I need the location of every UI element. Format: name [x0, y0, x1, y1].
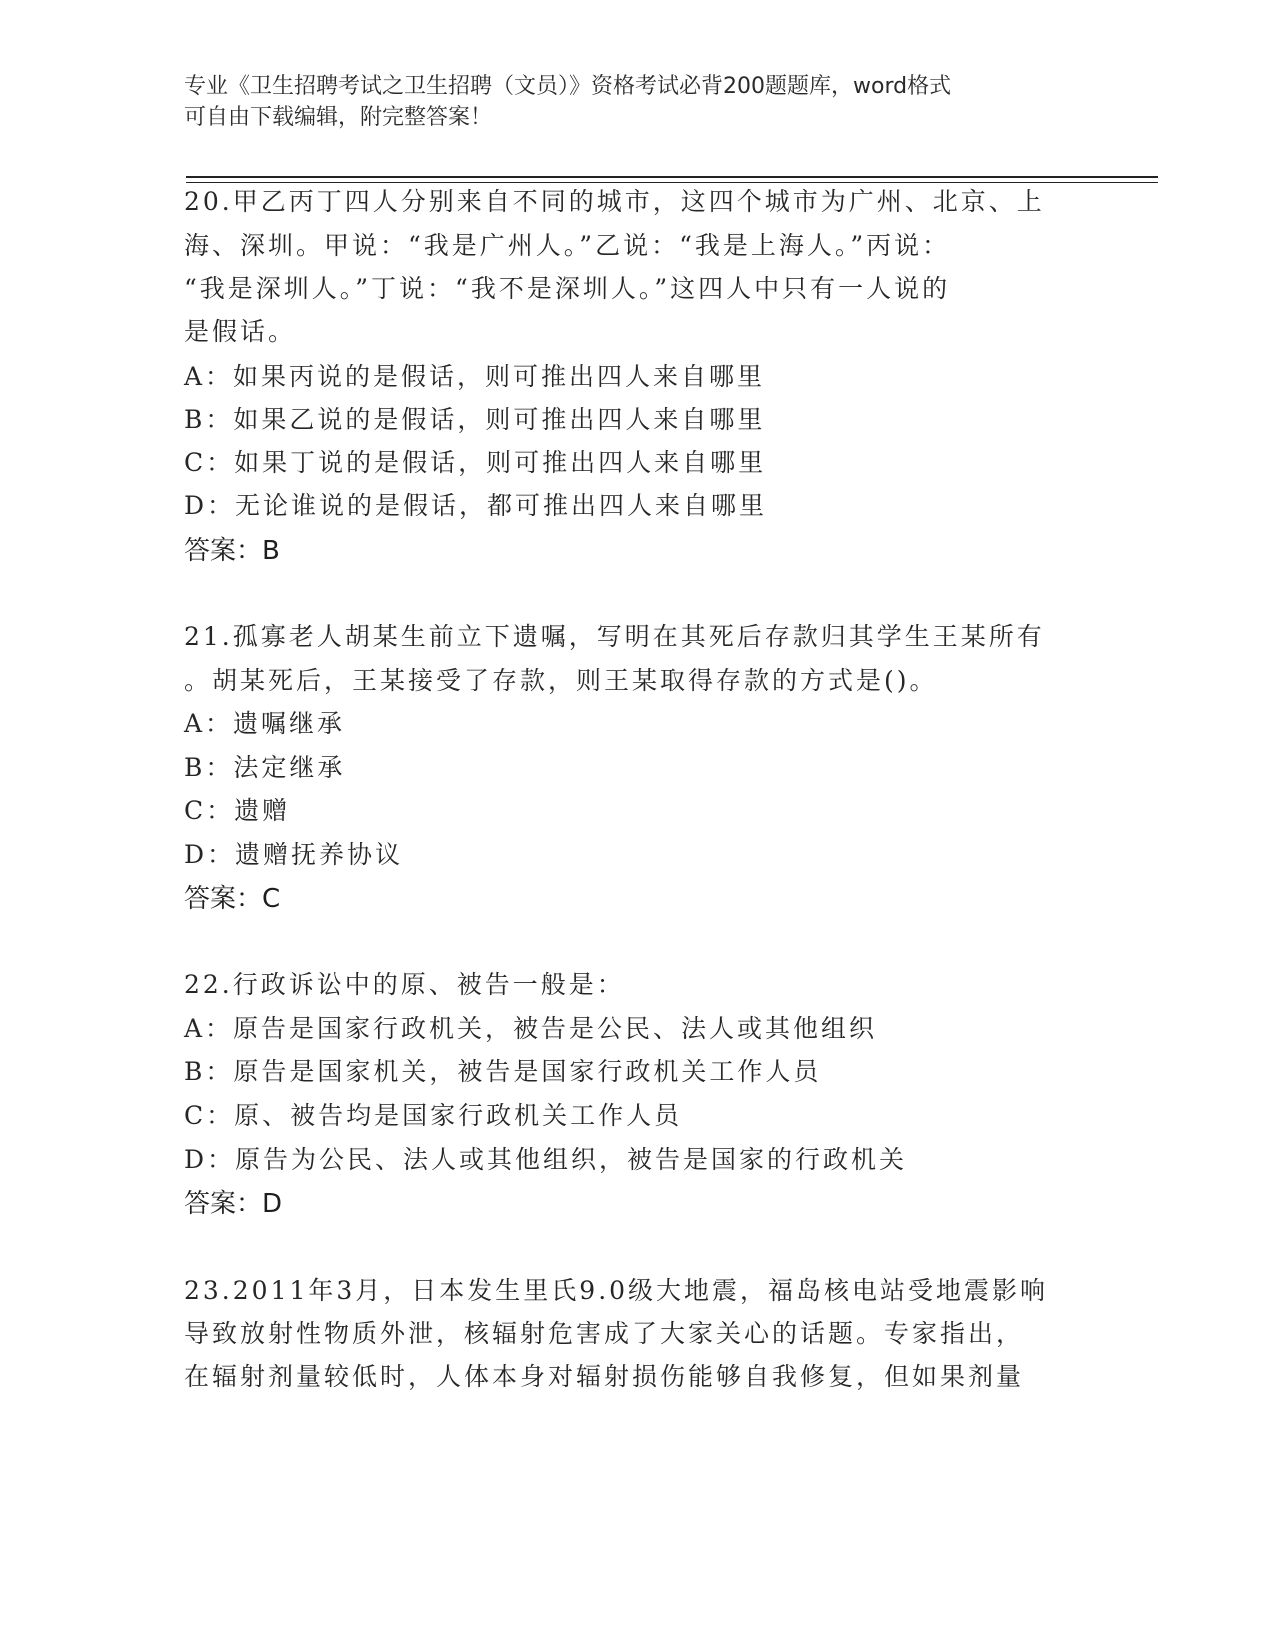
- question-20-text-line-4: 是假话。: [184, 317, 297, 346]
- question-21-option-c: C：遗赠: [184, 796, 291, 825]
- question-21-answer: 答案：C: [184, 884, 281, 914]
- question-22-text-line-1: 22.行政诉讼中的原、被告一般是：: [184, 970, 625, 999]
- question-23-text-line-1: 23.2011年3月，日本发生里氏9.0级大地震，福岛核电站受地震影响: [184, 1276, 1049, 1305]
- question-20-option-c: C：如果丁说的是假话，则可推出四人来自哪里: [184, 448, 767, 477]
- question-21-text-line-1: 21.孤寡老人胡某生前立下遗嘱，写明在其死后存款归其学生王某所有: [184, 622, 1045, 651]
- question-20-text-line-3: “我是深圳人。”丁说：“我不是深圳人。”这四人中只有一人说的: [184, 274, 951, 303]
- question-20-option-b: B：如果乙说的是假话，则可推出四人来自哪里: [184, 405, 766, 434]
- question-20-text-line-2: 海、深圳。甲说：“我是广州人。”乙说：“我是上海人。”丙说：: [184, 231, 951, 260]
- question-22-option-a: A：原告是国家行政机关，被告是公民、法人或其他组织: [184, 1014, 878, 1043]
- question-23-text-line-3: 在辐射剂量较低时，人体本身对辐射损伤能够自我修复，但如果剂量: [184, 1362, 1025, 1391]
- question-22-option-d: D：原告为公民、法人或其他组织，被告是国家的行政机关: [184, 1145, 908, 1174]
- question-20-option-d: D：无论谁说的是假话，都可推出四人来自哪里: [184, 491, 768, 520]
- question-21-option-a: A：遗嘱继承: [184, 709, 346, 738]
- question-21-option-b: B：法定继承: [184, 753, 346, 782]
- question-22-option-b: B：原告是国家机关，被告是国家行政机关工作人员: [184, 1057, 822, 1086]
- question-20-text-line-1: 20.甲乙丙丁四人分别来自不同的城市，这四个城市为广州、北京、上: [184, 187, 1045, 216]
- question-22-option-c: C：原、被告均是国家行政机关工作人员: [184, 1101, 683, 1130]
- header-rule-thin: [186, 182, 1158, 183]
- document-header-line-1: 专业《卫生招聘考试之卫生招聘（文员）》资格考试必背200题题库，word格式: [184, 74, 952, 99]
- question-20-answer: 答案：B: [184, 536, 280, 566]
- question-20-option-a: A：如果丙说的是假话，则可推出四人来自哪里: [184, 362, 766, 391]
- question-23-text-line-2: 导致放射性物质外泄，核辐射危害成了大家关心的话题。专家指出，: [184, 1319, 1025, 1348]
- question-21-option-d: D：遗赠抚养协议: [184, 840, 404, 869]
- document-header-line-2: 可自由下载编辑，附完整答案！: [184, 105, 493, 130]
- header-rule-thick: [186, 176, 1158, 178]
- question-22-answer: 答案：D: [184, 1189, 283, 1219]
- question-21-text-line-2: 。胡某死后，王某接受了存款，则王某取得存款的方式是()。: [184, 666, 938, 695]
